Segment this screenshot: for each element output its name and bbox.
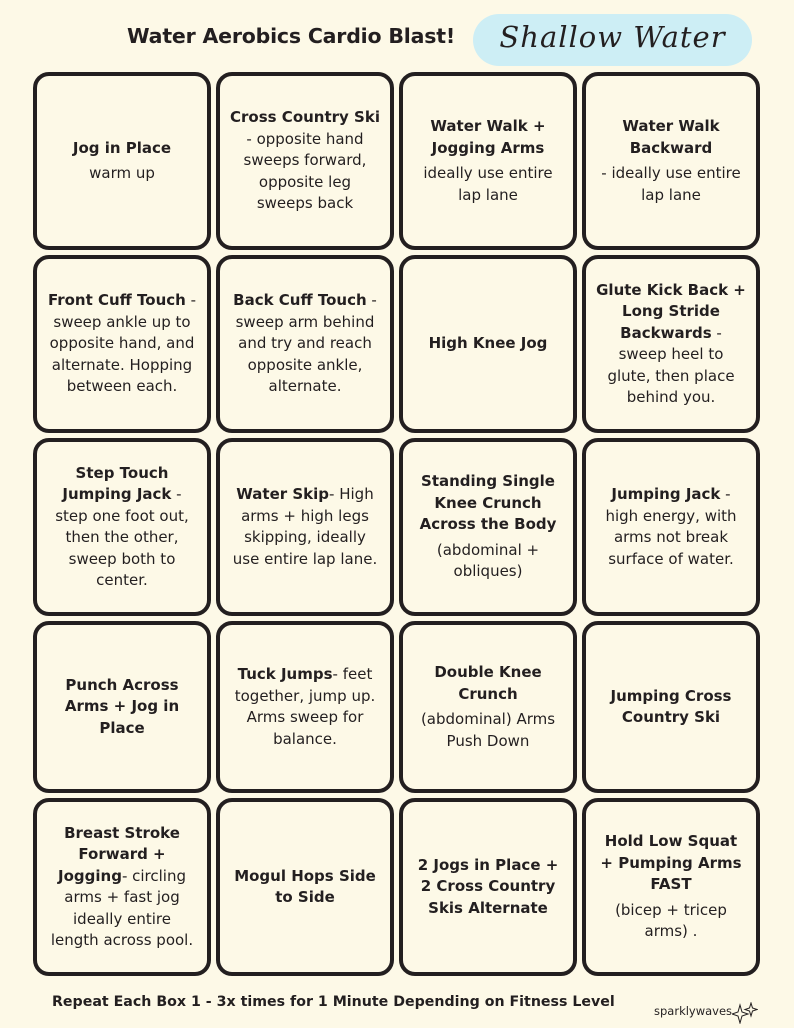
exercise-note: warm up [89,164,155,182]
exercise-name: Back Cuff Touch [233,291,367,310]
sparkle-stars-icon [732,1002,758,1024]
page-title: Water Aerobics Cardio Blast! [127,24,455,48]
exercise-description: - sweep arm behind and try and reach opposite ankle, alternate. [235,291,377,396]
exercise-name: 2 Jogs in Place + 2 Cross Country Skis Alternate [417,855,559,917]
exercise-note: (abdominal) Arms Push Down [420,710,556,750]
exercise-description: - sweep heel to glute, then place behind you. [607,323,735,406]
exercise-card [582,255,760,433]
exercise-card [582,798,760,976]
exercise-card [582,72,760,250]
exercise-card [33,255,211,433]
exercise-card [582,621,760,793]
exercise-card [216,438,394,616]
exercise-card [399,621,577,793]
exercise-name: Double Knee Crunch [434,663,542,703]
exercise-note: - ideally use entire lap lane [601,164,741,204]
exercise-name: Front Cuff Touch [47,291,186,310]
exercise-name: Glute Kick Back + Long Stride Backwards [596,280,746,342]
shallow-water-badge [473,14,752,66]
exercise-card [33,72,211,250]
exercise-name: Tuck Jumps [237,665,333,683]
exercise-card [399,72,577,250]
exercise-description: - high energy, with arms not break surface of water. [605,485,737,568]
exercise-card [399,255,577,433]
exercise-card [33,438,211,616]
exercise-description: - circling arms + fast jog ideally entire length across pool. [50,866,194,949]
exercise-note: (bicep + tricep arms) . [615,900,727,941]
badge-label: Shallow Water [499,20,726,54]
exercise-name: Punch Across Arms + Jog in Place [64,675,180,737]
exercise-card [216,621,394,793]
exercise-name: Step Touch Jumping Jack [62,463,172,503]
exercise-name: Cross Country Ski [230,108,380,127]
exercise-name: Standing Single Knee Crunch Across the Body [419,472,557,534]
brand-name: sparklywaves [654,1004,733,1018]
exercise-card [582,438,760,616]
exercise-name: High Knee Jog [428,334,548,353]
exercise-description: - sweep ankle up to opposite hand, and alternate. Hopping between each. [49,291,197,396]
exercise-note: ideally use entire lap lane [423,164,553,204]
exercise-description: - High arms + high legs skipping, ideally use entire lap lane. [232,485,378,568]
exercise-name: Jumping Jack [611,485,721,503]
exercise-description: - opposite hand sweeps forward, opposite leg sweeps back [243,129,367,213]
exercise-name: Jog in Place [72,138,172,157]
exercise-card [216,798,394,976]
exercise-card [33,621,211,793]
exercise-name: Water Walk Backward [622,117,720,157]
exercise-description: - step one foot out, then the other, sweep both to center. [55,485,189,589]
exercise-card [216,72,394,250]
exercise-card [216,255,394,433]
exercise-card [399,438,577,616]
exercise-name: Jumping Cross Country Ski [610,686,732,726]
exercise-card [33,798,211,976]
instructions-footer: Repeat Each Box 1 - 3x times for 1 Minute Depending on Fitness Level [52,994,615,1010]
exercise-description: - feet together, jump up. Arms sweep for balance. [234,665,376,748]
exercise-name: Water Skip [236,485,330,503]
exercise-grid [33,72,762,976]
exercise-name: Hold Low Squat + Pumping Arms FAST [600,832,742,894]
exercise-note: (abdominal + obliques) [436,540,540,581]
exercise-name: Breast Stroke Forward + Jogging [58,823,180,885]
exercise-name: Mogul Hops Side to Side [234,866,376,906]
exercise-card [399,798,577,976]
exercise-name: Water Walk + Jogging Arms [430,117,546,157]
